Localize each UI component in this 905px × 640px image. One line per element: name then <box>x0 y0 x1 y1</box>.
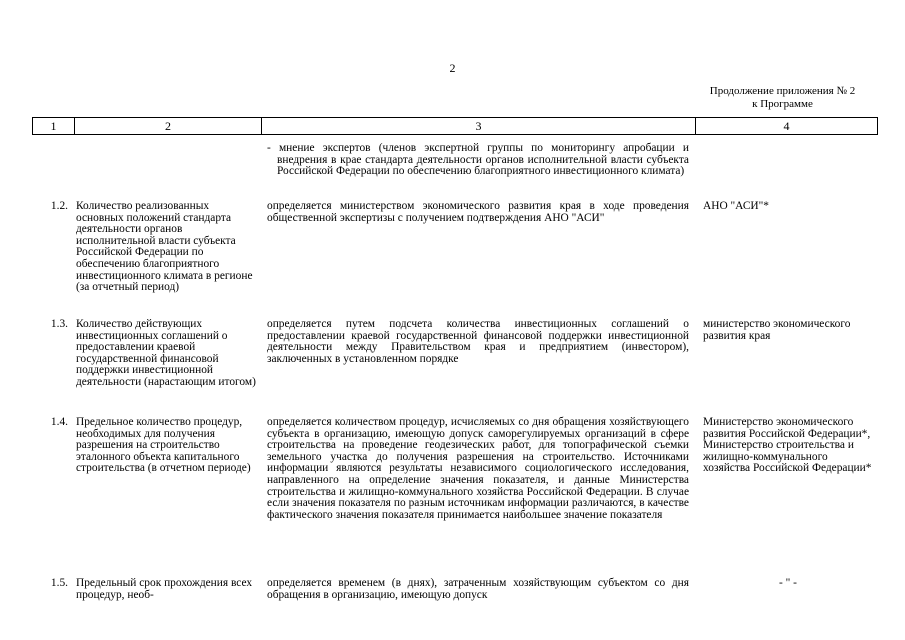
header-col-2: 2 <box>75 118 262 135</box>
table-row <box>32 417 877 578</box>
table-row <box>32 143 877 201</box>
table-header <box>32 117 878 135</box>
data-source <box>695 143 877 201</box>
calculation-method: определяется временем (в днях), затраченным хозяйствующим субъектом со дня обращения в организацию, имеющую допуск <box>267 577 689 601</box>
indicator-name: Предельное количество процедур, необходимых для получения разрешения на строительство эталонного объекта капитального строительства (в отчетном периоде) <box>76 416 251 475</box>
appendix-note <box>690 85 875 111</box>
row-number: 1.4. <box>50 416 68 428</box>
data-source: министерство экономического развития края <box>703 318 851 342</box>
row-number: 1.3. <box>50 318 68 330</box>
header-col-4: 4 <box>696 118 878 135</box>
appendix-note-line2: к Программе <box>752 98 813 110</box>
data-source: Министерство экономического развития Российской Федерации*, Министерство строительства и жилищно-коммунального хозяйства Российской Федерации* <box>703 416 872 475</box>
calculation-method: определяется количеством процедур, исчисляемых со дня обращения хозяйствующего субъекта в организацию, имеющую допуск саморегулируемых организаций в сфере строительства на проведение геодезических работ, для топографической съемки земельного участка до получения разрешения на строительство. Источниками информации являются результаты независимого социологического исследования, направленного на определение значения показателя, и данные Министерства строительства и жилищно-коммунального хозяйства Российской Федерации. В случае если значения показателя по разным источникам информации различаются, в качестве фактического значения показателя принимается наибольшее значение показателя <box>267 416 689 521</box>
calculation-method: определяется министерством экономического развития края в ходе проведения общественной экспертизы с получением подтверждения АНО "АСИ" <box>267 200 689 224</box>
indicator-name: Количество реализованных основных положений стандарта деятельности органов исполнительной власти субъекта Российской Федерации по обеспечению благоприятного инвестиционного климата в регионе (за отчетный период) <box>76 200 253 294</box>
table-row <box>32 319 877 417</box>
indicator-name: Количество действующих инвестиционных соглашений о предоставлении краевой государственной финансовой поддержки инвестиционной деятельности (нарастающим итогом) <box>76 318 256 388</box>
header-col-1: 1 <box>33 118 75 135</box>
table-row <box>32 201 877 319</box>
indicator-name: Предельный срок прохождения всех процедур, необ- <box>76 577 253 601</box>
table-body <box>32 143 877 618</box>
row-number <box>32 143 74 201</box>
table-row <box>32 578 877 618</box>
data-source: АНО "АСИ"* <box>703 200 770 212</box>
row-number: 1.5. <box>50 577 68 589</box>
page-number: 2 <box>449 61 456 75</box>
data-source: - " - <box>779 577 797 589</box>
header-row <box>33 118 878 135</box>
calculation-method: определяется путем подсчета количества инвестиционных соглашений о предоставлении краевой государственной финансовой поддержки инвестиционной деятельности между Правительством края и предприятием (инвестором), заключенных в установленном порядке <box>267 318 689 365</box>
calculation-method: - мнение экспертов (членов экспертной группы по мониторингу апробации и внедрения в крае стандарта деятельности органов исполнительной власти субъекта Российской Федерации по обеспечению благоприятного инвестиционного климата) <box>267 142 689 178</box>
row-number: 1.2. <box>50 200 68 212</box>
appendix-note-line1: Продолжение приложения № 2 <box>709 85 856 97</box>
header-col-3: 3 <box>262 118 696 135</box>
indicator-name <box>74 143 261 201</box>
